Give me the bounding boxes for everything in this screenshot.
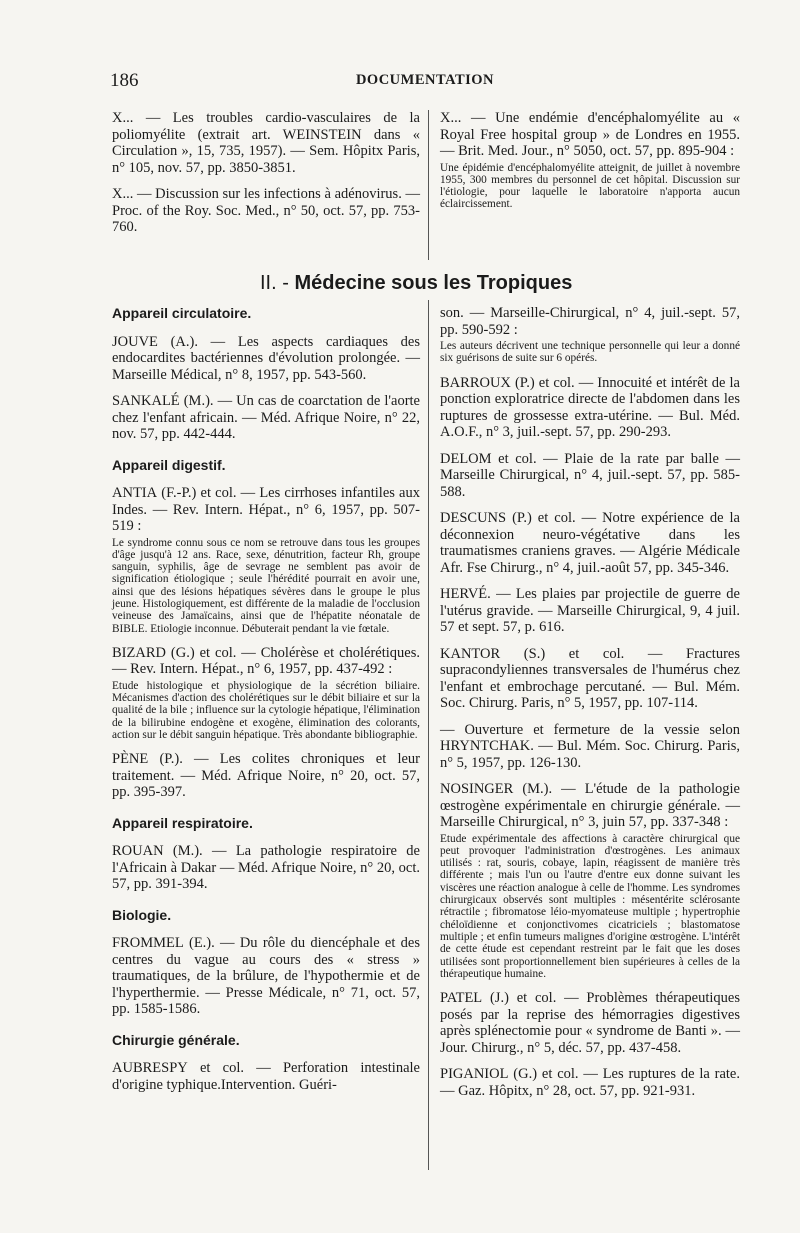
entry-text: . — Les plaies par projectile de guerre de l'utérus gravide. — Marseille Chirurgical, 9, 4 juil. 57 et sept. 57, p. 616. [440, 586, 740, 636]
entry-author: JOUVE [112, 333, 158, 350]
entry-author: PIGANIOL [440, 1066, 509, 1083]
bibliography-entry [112, 110, 420, 176]
entry-text: (F.-P.) et col. — Les cirrhoses infantiles aux Indes. — Rev. Intern. Hépat., n° 6, 1957, pp. 507-519 : [112, 485, 420, 534]
entry-text: X... — Une endémie d'encéphalomyélite au « Royal Free hospital group » de Londres en 1955. — Brit. Med. Jour., n° 5050, oct. 57, pp. 895-904 : [440, 110, 740, 159]
entry-text: (P.) et col. — Notre expérience de la déconnexion neuro-végétative dans les traumatismes craniens graves. — Algérie Médicale Afr. Fse Chirurg., n° 4, juil.-août 57, pp. 345-346. [440, 510, 740, 576]
top-right-column [440, 110, 740, 221]
entry-abstract: Le syndrome connu sous ce nom se retrouve dans tous les groupes d'âge jusqu'à 12 ans. Race, sexe, dénutrition, facteur Rh, groupe sanguin, syphilis, âge de sevrage ne semblent pas avoir de signification étiologique ; seule l'hérédité pourrait en avoir une, ainsi que des lésions hépatiques sévères dans le groupe le plus jeune. Histologiquement, est différente de la maladie de l'occlusion veineuse des Jamaïcains, ainsi que de l'hépatite néonatale de BIBLE. Etiologie inconnue. Débuterait pendant la vie fœtale. [112, 536, 420, 635]
entry-author: DESCUNS [440, 510, 507, 527]
entry-text: (A.). — Les aspects cardiaques des endocardites bactériennes d'évolution prolongée. — Marseille Médical, n° 8, 1957, pp. 543-560. [112, 333, 420, 383]
bibliography-entry [440, 722, 740, 772]
bibliography-entry [440, 510, 740, 576]
entry-abstract: Etude histologique et physiologique de la sécrétion biliaire. Mécanismes d'action des cholérétiques sur le débit biliaire et sur la qualité de la bile ; influence sur la cytologie hépatique, l'élimination de la bilirubine endogène et exogène, élimination des colorants, action sur le débit sanguin hépatique. Très abondante bibliographie. [112, 679, 420, 742]
subsection-heading: Appareil respiratoire. [112, 814, 253, 831]
bibliography-entry [112, 186, 420, 236]
entry-text: (G.) et col. — Cholérèse et cholérétiques. — Rev. Intern. Hépat., n° 6, 1957, pp. 437-492 : [112, 644, 420, 678]
bibliography-entry [440, 375, 740, 441]
page-number: 186 [110, 70, 139, 91]
entry-author: NOSINGER [440, 781, 514, 798]
entry-author: ROUAN [112, 843, 164, 860]
entry-abstract: Etude expérimentale des affections à caractère chirurgical que peut provoquer l'administration d'œstrogènes. Les animaux utilisés : rat, souris, cobaye, lapin, réagissent de manière très différente ; mais l'un ou l'autre d'entre eux donne suivant les viscères une réaction analogue à celle de l'homme. Les syndromes chirurgicaux observés sont multiples : mésentérite sclérosante rétractile ; fibromatose léio-myomateuse multiple ; hypertrophie chéloïdienne et conjonctivomes cicatriciels ; blastomatose multiple ; et enfin tumeurs malignes d'origine œstrogène. L'intérêt de cette étude est cependant restreint par le fait que les doses utilisées sont proportionnellement bien supérieures à celles de la thérapeutique humaine. [440, 832, 740, 980]
bibliography-entry [112, 645, 420, 678]
entry-author: KANTOR [440, 645, 501, 662]
entry-text: et col. — Perforation intestinale d'origine typhique.Intervention. Guéri- [112, 1060, 420, 1093]
entry-author: AUBRESPY [112, 1060, 188, 1077]
entry-text: (M.). — Un cas de coarctation de l'aorte chez l'enfant africain. — Méd. Afrique Noire, n° 22, nov. 57, pp. 442-444. [112, 393, 420, 442]
entry-text: X... — Les troubles cardio-vasculaires de la poliomyélite (extrait art. WEINSTEIN dans « Circulation », 15, 735, 1957). — Sem. Hôpitx Paris, n° 105, nov. 57, pp. 3850-3851. [112, 110, 420, 176]
section-title [260, 272, 740, 295]
entry-author: FROMMEL [112, 935, 184, 952]
entry-author: PATEL [440, 990, 483, 1007]
bibliography-entry [112, 485, 420, 535]
bibliography-entry [440, 646, 740, 712]
entry-author: DELOM [440, 450, 492, 467]
entry-text: (E.). — Du rôle du diencéphale et des centres du vague au cours des « stress » traumatiques, de la brûlure, de l'hypothermie et de l'hyperthermie. — Presse Médicale, n° 71, oct. 57, pp. 1585-1586. [112, 935, 420, 1018]
entry-author: ANTIA [112, 485, 158, 501]
entry-text: (P.). — Les colites chroniques et leur traitement. — Méd. Afrique Noire, n° 20, oct. 57, pp. 395-397. [112, 751, 420, 801]
bibliography-entry [112, 843, 420, 893]
entry-text: (G.) et col. — Les ruptures de la rate. — Gaz. Hôpitx, n° 28, oct. 57, pp. 921-931. [440, 1066, 740, 1099]
right-column [440, 305, 740, 1109]
bibliography-entry [440, 1066, 740, 1099]
entry-text: (S.) et col. — Fractures supracondyliennes transversales de l'humérus chez l'enfant et embrochage percutané. — Bul. Mém. Soc. Chirurg. Paris, n° 5, 1957, pp. 107-114. [440, 645, 740, 712]
entry-abstract: Une épidémie d'encéphalomyélite atteignit, de juillet à novembre 1955, 300 membres du personnel de cet hôpital. Discussion sur l'étiologie, pour laquelle le laboratoire n'apporta aucun éclaircissement. [440, 161, 740, 211]
entry-text: (M.). — L'étude de la pathologie œstrogène expérimentale en chirurgie générale. — Marseille Chirurgical, n° 3, juin 57, pp. 337-348 : [440, 781, 740, 831]
bibliography-entry [112, 334, 420, 384]
entry-text: (P.) et col. — Innocuité et intérêt de la ponction exploratrice directe de l'abdomen dans les ruptures de grossesse extra-utérine. — Bul. Méd. A.O.F., n° 3, juil.-sept. 57, pp. 290-293. [440, 374, 740, 441]
bibliography-entry [112, 393, 420, 443]
entry-abstract: Les auteurs décrivent une technique personnelle qui leur a donné six guérisons de suite sur 6 opérés. [440, 340, 740, 365]
bibliography-entry [440, 781, 740, 831]
entry-text: son. — Marseille-Chirurgical, n° 4, juil.-sept. 57, pp. 590-592 : [440, 305, 740, 338]
subsection-heading: Biologie. [112, 906, 172, 923]
entry-text: (M.). — La pathologie respiratoire de l'Africain à Dakar — Méd. Afrique Noire, n° 20, oct. 57, pp. 391-394. [112, 843, 420, 893]
bibliography-entry [440, 305, 740, 338]
entry-author: SANKALÉ [112, 393, 180, 409]
entry-text: X... — Discussion sur les infections à adénovirus. — Proc. of the Roy. Soc. Med., n° 50, oct. 57, pp. 753-760. [112, 186, 420, 235]
bibliography-entry [440, 990, 740, 1056]
entry-author: BARROUX [440, 374, 511, 391]
bibliography-entry [440, 451, 740, 501]
section-number: II. - [260, 272, 289, 294]
section-heading: Médecine sous les Tropiques [294, 272, 573, 294]
column-divider-main [428, 300, 429, 1170]
page-header [110, 70, 740, 96]
entry-text: (J.) et col. — Problèmes thérapeutiques posés par la reprise des hémorragies digestives après splénectomie pour « syndrome de Banti ». — Jour. Chirurg., n° 5, déc. 57, pp. 437-458. [440, 990, 740, 1056]
entry-author: HERVÉ [440, 586, 488, 603]
bibliography-entry [440, 110, 740, 160]
bibliography-entry [112, 1060, 420, 1093]
left-column [112, 305, 420, 1103]
entry-author: PÈNE [112, 751, 149, 768]
running-head: DOCUMENTATION [355, 72, 495, 88]
bibliography-entry [112, 751, 420, 801]
column-divider-top [428, 110, 429, 260]
subsection-heading: Appareil circulatoire. [112, 305, 252, 321]
subsection-heading: Appareil digestif. [112, 456, 226, 473]
bibliography-entry [112, 935, 420, 1018]
subsection-heading: Chirurgie générale. [112, 1031, 240, 1048]
entry-author: BIZARD [112, 644, 166, 661]
entry-text: — Ouverture et fermeture de la vessie selon HRYNTCHAK. — Bul. Mém. Soc. Chirurg. Paris, n° 5, 1957, pp. 126-130. [440, 721, 740, 771]
bibliography-entry [440, 586, 740, 636]
top-left-column [112, 110, 420, 246]
entry-text: et col. — Plaie de la rate par balle — Marseille Chirurgical, n° 4, juil.-sept. 57, pp. 585-588. [440, 450, 740, 500]
